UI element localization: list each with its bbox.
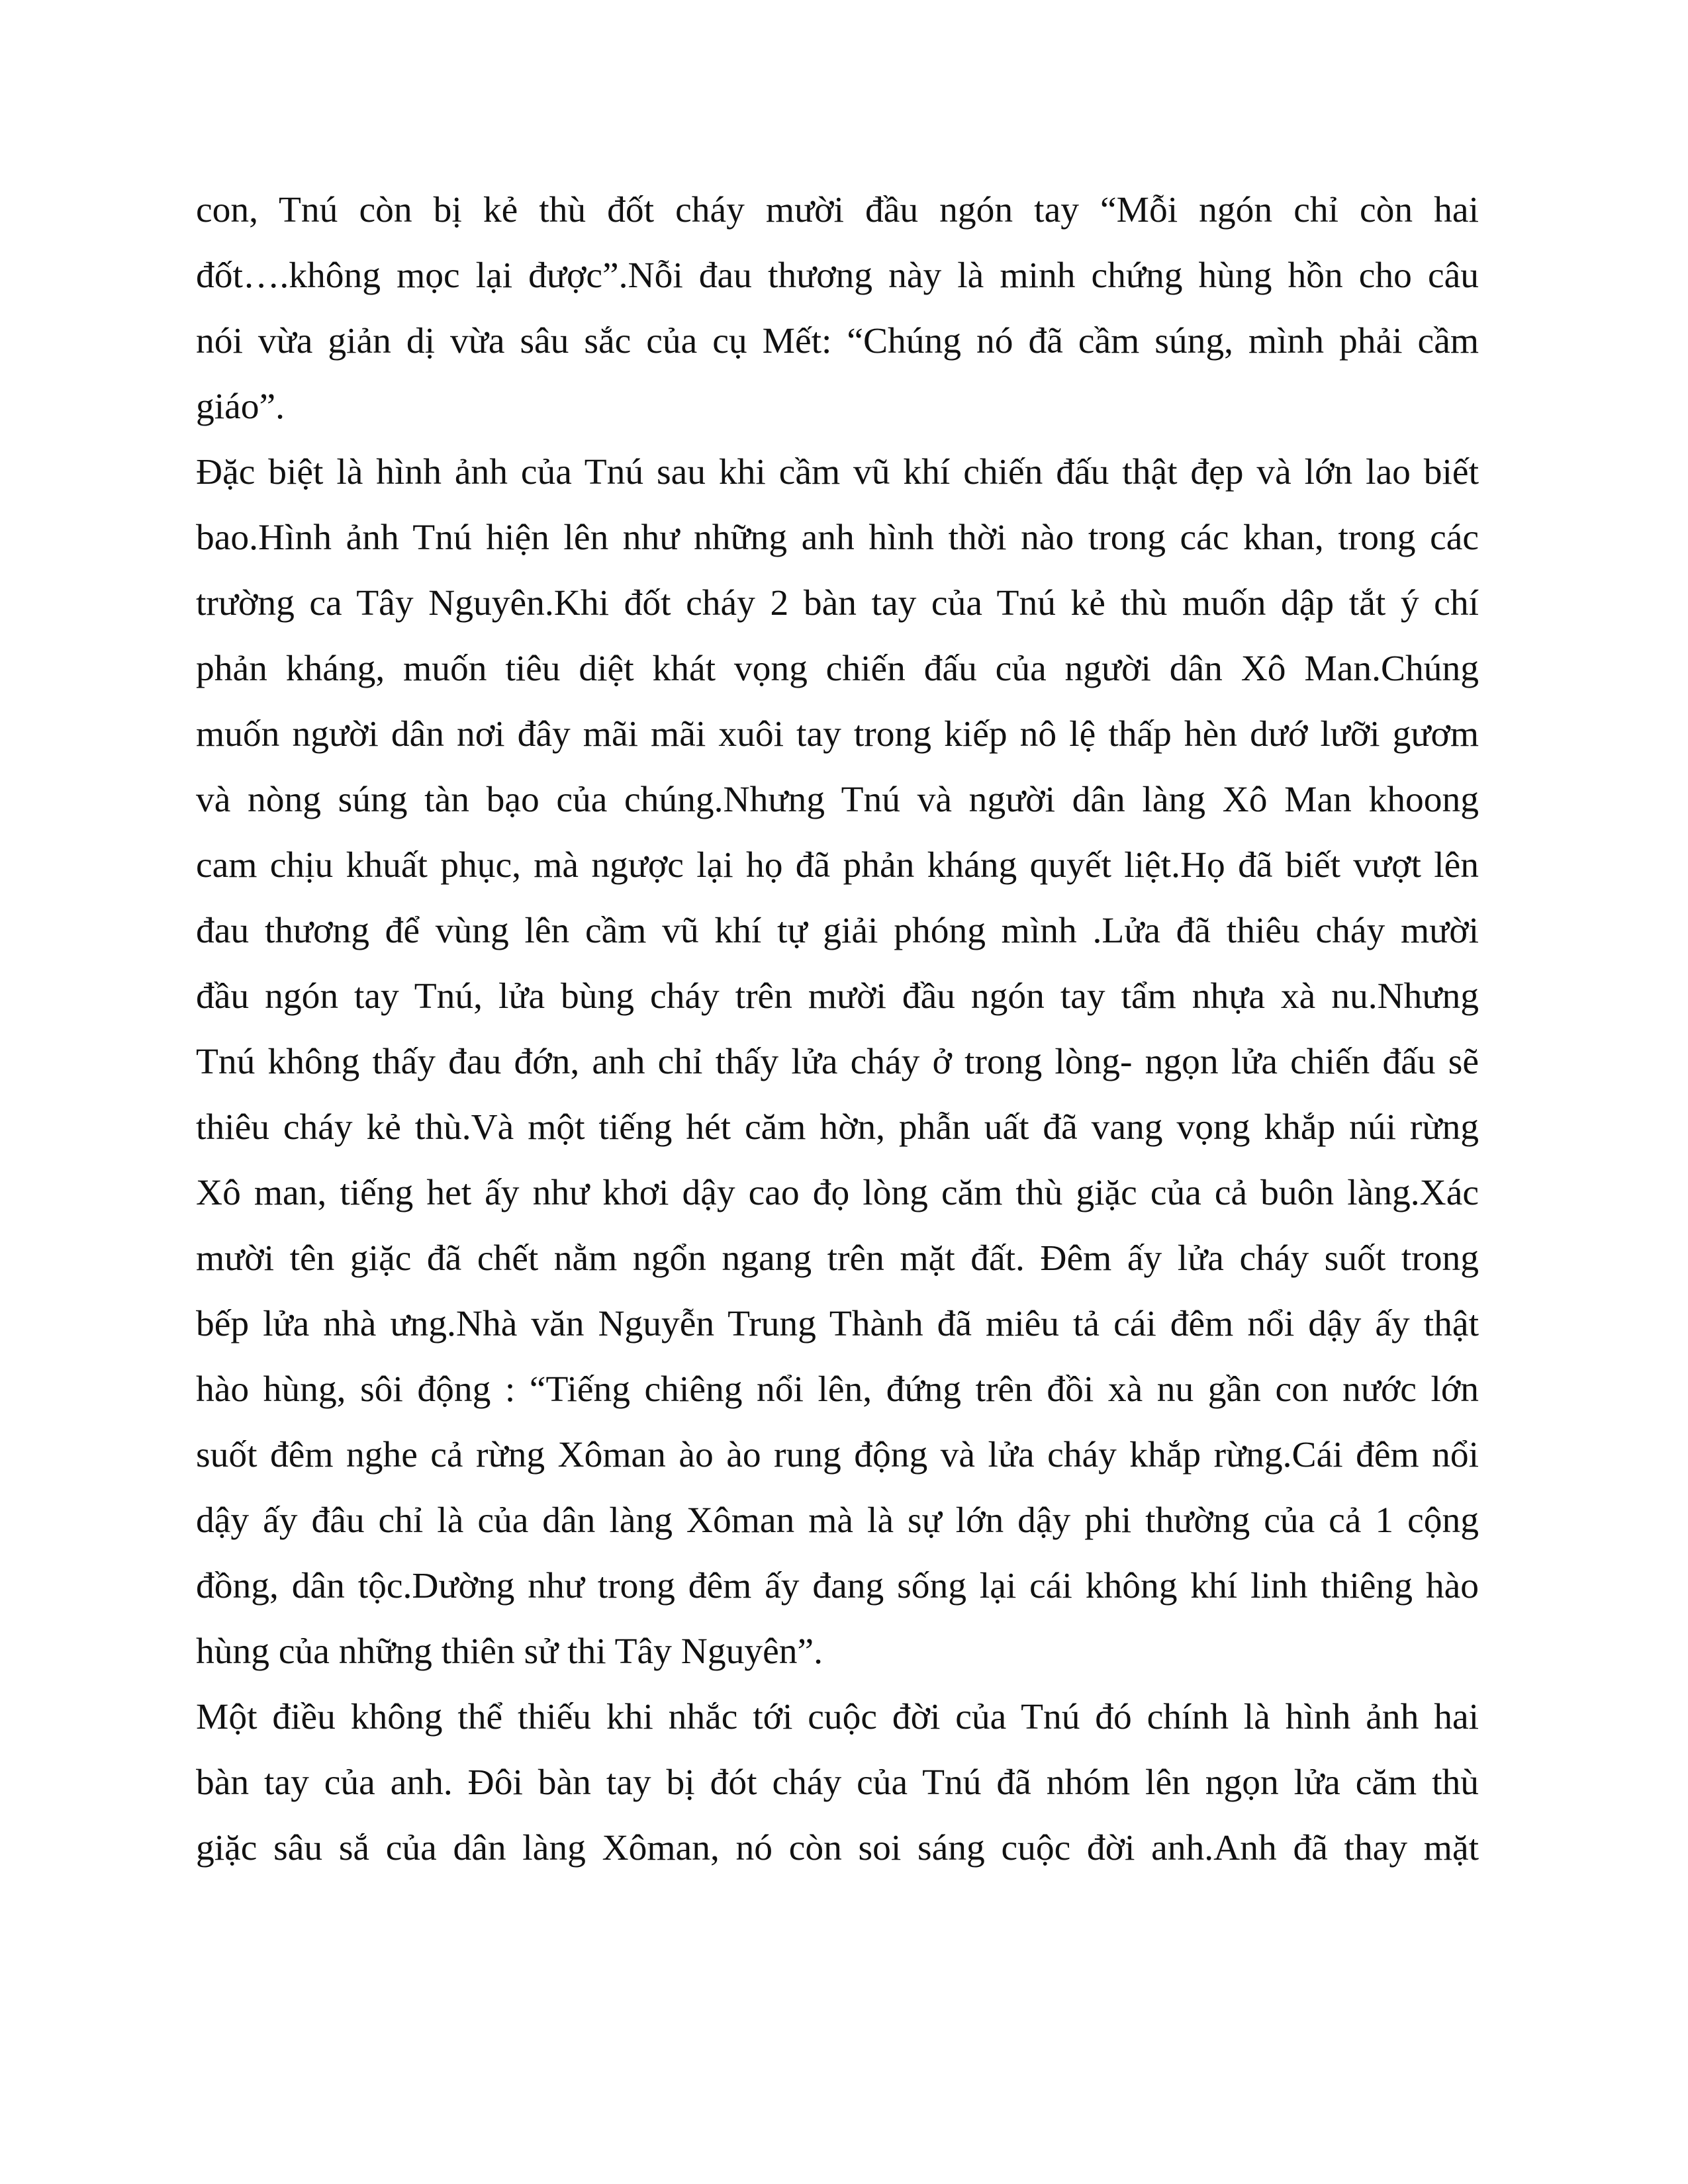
text-line: Xô man, tiếng het ấy như khơi dậy cao đọ lòng căm thù giặc của cả buôn làng.Xác [196,1173,1479,1213]
text-line: hào hùng, sôi động : “Tiếng chiêng nổi lên, đứng trên đồi xà nu gần con nước lớn [196,1369,1479,1410]
text-line: bàn tay của anh. Đôi bàn tay bị đót cháy của Tnú đã nhóm lên ngọn lửa căm thù [196,1762,1479,1803]
text-line: mười tên giặc đã chết nằm ngổn ngang trên mặt đất. Đêm ấy lửa cháy suốt trong [196,1238,1479,1279]
text-line: đốt….không mọc lại được”.Nỗi đau thương này là minh chứng hùng hồn cho câu [196,255,1479,296]
text-line: Một điều không thể thiếu khi nhắc tới cuộc đời của Tnú đó chính là hình ảnh hai [196,1697,1479,1737]
text-line: cam chịu khuất phục, mà ngược lại họ đã phản kháng quyết liệt.Họ đã biết vượt lên [196,845,1479,886]
text-line: Đặc biệt là hình ảnh của Tnú sau khi cầm vũ khí chiến đấu thật đẹp và lớn lao biết [196,452,1479,492]
text-line: thiêu cháy kẻ thù.Và một tiếng hét căm hờn, phẫn uất đã vang vọng khắp núi rừng [196,1107,1479,1148]
text-line: con, Tnú còn bị kẻ thù đốt cháy mười đầu ngón tay “Mỗi ngón chỉ còn hai [196,190,1479,230]
text-line: nói vừa giản dị vừa sâu sắc của cụ Mết: “Chúng nó đã cầm súng, mình phải cầm [196,321,1479,361]
text-line: giặc sâu sắ của dân làng Xôman, nó còn soi sáng cuộc đời anh.Anh đã thay mặt [196,1828,1479,1868]
text-line: suốt đêm nghe cả rừng Xôman ào ào rung động và lửa cháy khắp rừng.Cái đêm nổi [196,1435,1479,1475]
text-line: phản kháng, muốn tiêu diệt khát vọng chiến đấu của người dân Xô Man.Chúng [196,649,1479,689]
text-line: dậy ấy đâu chỉ là của dân làng Xôman mà là sự lớn dậy phi thường của cả 1 cộng [196,1500,1479,1541]
text-line: trường ca Tây Nguyên.Khi đốt cháy 2 bàn tay của Tnú kẻ thù muốn dập tắt ý chí [196,583,1479,623]
text-line: đầu ngón tay Tnú, lửa bùng cháy trên mười đầu ngón tay tẩm nhựa xà nu.Nhưng [196,976,1479,1017]
text-line: hùng của những thiên sử thi Tây Nguyên”. [196,1631,823,1672]
text-line: và nòng súng tàn bạo của chúng.Nhưng Tnú và người dân làng Xô Man khoong [196,780,1479,820]
text-line: bếp lửa nhà ưng.Nhà văn Nguyễn Trung Thành đã miêu tả cái đêm nổi dậy ấy thật [196,1304,1479,1344]
text-line: đồng, dân tộc.Dường như trong đêm ấy đang sống lại cái không khí linh thiêng hào [196,1566,1479,1606]
text-line: bao.Hình ảnh Tnú hiện lên như những anh hình thời nào trong các khan, trong các [196,518,1479,558]
text-line: Tnú không thấy đau đớn, anh chỉ thấy lửa cháy ở trong lòng- ngọn lửa chiến đấu sẽ [196,1042,1479,1082]
text-line: giáo”. [196,387,285,427]
text-line: muốn người dân nơi đây mãi mãi xuôi tay trong kiếp nô lệ thấp hèn dướ lưỡi gươm [196,714,1479,754]
document-body-text [196,177,1479,1881]
text-line: đau thương để vùng lên cầm vũ khí tự giải phóng mình .Lửa đã thiêu cháy mười [196,911,1479,951]
